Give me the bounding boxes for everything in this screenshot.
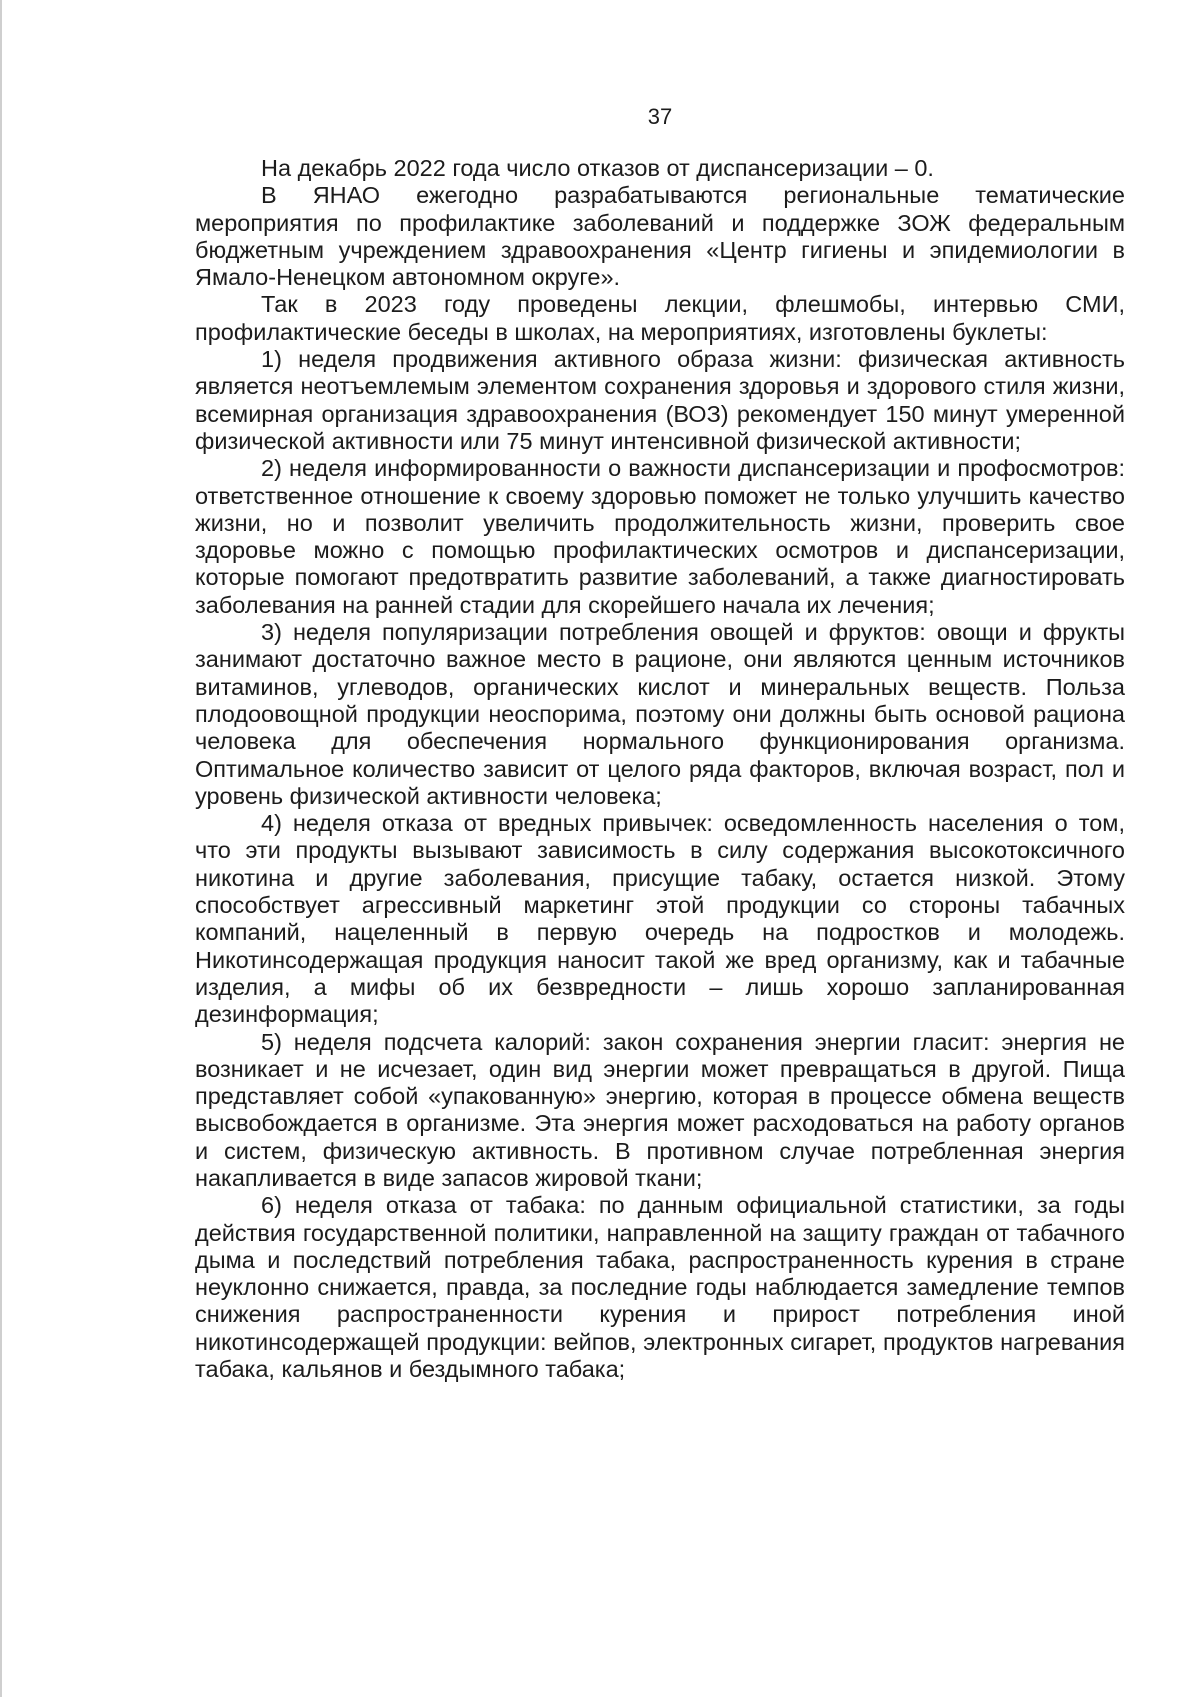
list-item-quit-tobacco-week: 6) неделя отказа от табака: по данным официальной статистики, за годы действия государственной политики, направленной на защиту граждан от табачного дыма и последствий потребления табака, распространенность курения в стране неуклонно снижается, правда, за последние годы наблюдается замедление темпов снижения распространенности курения и прирост потребления иной никотинсодержащей продукции: вейпов, электронных сигарет, продуктов нагревания табака, кальянов и бездымного табака; [195,1192,1125,1383]
page-edge-shadow [0,0,2,1697]
list-item-active-lifestyle-week: 1) неделя продвижения активного образа жизни: физическая активность является неотъемлемым элементом сохранения здоровья и здорового стиля жизни, всемирная организация здравоохранения (ВОЗ) рекомендует 150 минут умеренной физической активности или 75 минут интенсивной физической активности; [195,346,1125,454]
list-item-vegetables-fruits-week: 3) неделя популяризации потребления овощей и фруктов: овощи и фрукты занимают достаточно важное место в рационе, они являются ценным источников витаминов, углеводов, органических кислот и минеральных веществ. Польза плодоовощной продукции неоспорима, поэтому они должны быть основой рациона человека для обеспечения нормального функционирования организма. Оптимальное количество зависит от целого ряда факторов, включая возраст, пол и уровень физической активности человека; [195,619,1125,809]
list-item-calorie-counting-week: 5) неделя подсчета калорий: закон сохранения энергии гласит: энергия не возникает и не исчезает, один вид энергии может превращаться в другой. Пища представляет собой «упакованную» энергию, которая в процессе обмена веществ высвобождается в организме. Эта энергия может расходоваться на работу органов и систем, физическую активность. В противном случае потребленная энергия накапливается в виде запасов жировой ткани; [195,1028,1125,1191]
list-item-checkup-awareness-week: 2) неделя информированности о важности диспансеризации и профосмотров: ответственное отношение к своему здоровью поможет не только улучшить качество жизни, но и позволит увеличить продолжительность жизни, проверить свое здоровье можно с помощью профилактических осмотров и диспансеризации, которые помогают предотвратить развитие заболеваний, а также диагностировать заболевания на ранней стадии для скорейшего начала их лечения; [195,455,1125,618]
paragraph-2023-activities: Так в 2023 году проведены лекции, флешмобы, интервью СМИ, профилактические беседы в школах, на мероприятиях, изготовлены буклеты: [195,291,1125,345]
document-body [195,155,1125,1383]
paragraph-refusals: На декабрь 2022 года число отказов от диспансеризации – 0. [261,155,934,181]
list-item-bad-habits-week: 4) неделя отказа от вредных привычек: осведомленность населения о том, что эти продукты вызывают зависимость в силу содержания высокотоксичного никотина и другие заболевания, присущие табаку, остается низкой. Этому способствует агрессивный маркетинг этой продукции со стороны табачных компаний, нацеленный в первую очередь на подростков и молодежь. Никотинсодержащая продукция наносит такой же вред организму, как и табачные изделия, а мифы об их безвредности – лишь хорошо запланированная дезинформация; [195,810,1125,1028]
paragraph-yanao-events: В ЯНАО ежегодно разрабатываются региональные тематические мероприятия по профилактике заболеваний и поддержке ЗОЖ федеральным бюджетным учреждением здравоохранения «Центр гигиены и эпидемиологии в Ямало-Ненецком автономном округе». [195,182,1125,291]
page-number: 37 [647,104,673,129]
